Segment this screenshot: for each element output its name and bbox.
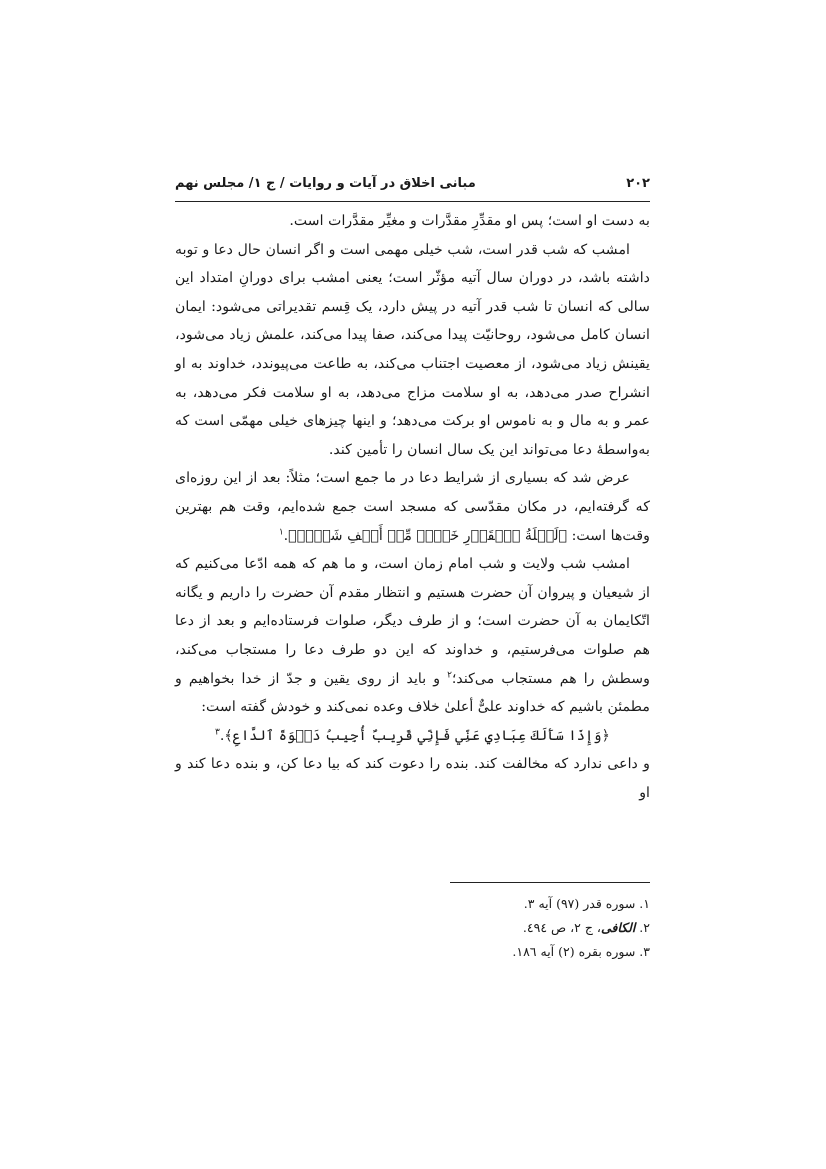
footnote-2-number: ۲.: [635, 920, 650, 935]
footnote-rule: [450, 882, 650, 883]
footnote-ref-2: ۲: [447, 669, 452, 680]
paragraph-4: [175, 550, 650, 722]
footnote-2: [175, 916, 650, 940]
running-title: مبانی اخلاق در آیات و روایات / ج ۱/ مجلس نهم: [175, 176, 476, 191]
footnote-2-rest: ، ج ۲، ص ٤۹٤.: [522, 920, 601, 935]
paragraph-4-rest: و باید از روی یقین و جدّ از خدا بخواهیم و مطمئن باشیم که خداوند علیٌّ أعلیٰ خلاف وعده نمی‌کند و خودش گفته است:: [175, 670, 650, 716]
main-text: [175, 207, 650, 807]
paragraph-3-text: عرض شد که بسیاری از شرایط دعا در ما جمع است؛ مثلاً: بعد از این روزه‌ای که گرفته‌ایم، در مکان مقدّسی که مسجد است جمع شده‌ایم، وقت هم بهترین وقت‌ها است: ﴿لَيۡلَةُ ٱلۡقَدۡرِ خَيۡرٞ مِّنۡ أَلۡفِ شَهۡرٖ﴾.: [175, 470, 650, 544]
paragraph-1: به دست او است؛ پس او مقدِّرِ مقدَّرات و مغیِّر مقدَّرات است.: [289, 213, 650, 229]
footnote-2-title: الکافی: [600, 920, 636, 935]
paragraph-3: [175, 464, 650, 550]
paragraph-4-text: امشب شب ولایت و شب امام زمان است، و ما هم که همه ادّعا می‌کنیم که از شیعیان و پیروان آن حضرت هستیم و انتظار مقدم آن حضرت را داریم و یگانه اتّکایمان به آن حضرت است؛ و از طرف دیگر، صلوات فرستاده‌ایم و بعد از دعا هم صلوات می‌فرستیم، و خداوند که این دو طرف دعا را مستجاب می‌کند، وسطش را هم مستجاب می‌کند؛: [175, 556, 651, 687]
paragraph-2: امشب که شب قدر است، شب خیلی مهمی است و اگر انسان حال دعا و توبه داشته باشد، در دوران سال آتیه مؤثّر است؛ یعنی امشب برای دورانِ امتداد این سالی که انسان تا شب قدر آتیه در پیش دارد، یک قِسم تقدیراتی می‌شود: ایمان انسان کامل می‌شود، روحانیّت پیدا می‌کند، صفا پیدا می‌کند، علمش زیاد می‌شود، یقینش زیاد می‌شود، از معصیت اجتناب می‌کند، به طاعت می‌پیوندد، خداوند به او انشراح صدر می‌دهد، به او سلامت مزاج می‌دهد، به او سلامت فکر می‌دهد، به عمر و به مال و به ناموس او برکت می‌دهد؛ و اینها چیزهای خیلی مهمّی است که به‌واسطهٔ دعا می‌تواند این یک سال انسان را تأمین کند.: [175, 241, 650, 458]
quran-verse: [175, 722, 650, 751]
page-header: [175, 172, 650, 198]
footnote-ref-3: ۳: [215, 726, 220, 737]
verse-text: ﴿وَإِذَا سَأَلَكَ عِبَادِي عَنِّي فَإِنِّي قَرِيبٌ أُجِيبُ دَعۡوَةَ ٱلدَّاعِ﴾.: [219, 727, 610, 744]
footnote-3: ۳. سوره بقره (۲) آیه ۱۸٦.: [512, 944, 650, 959]
paragraph-5: و داعی ندارد که مخالفت کند. بنده را دعوت کند که بیا دعا کن، و بنده دعا کند و او: [175, 756, 650, 801]
header-rule: [175, 201, 650, 202]
footnotes: [175, 892, 650, 964]
footnote-1: ۱. سوره قدر (۹۷) آیه ۳.: [523, 896, 650, 911]
footnote-ref-1: ۱: [278, 526, 284, 537]
page-number: ۲۰۲: [626, 176, 650, 191]
